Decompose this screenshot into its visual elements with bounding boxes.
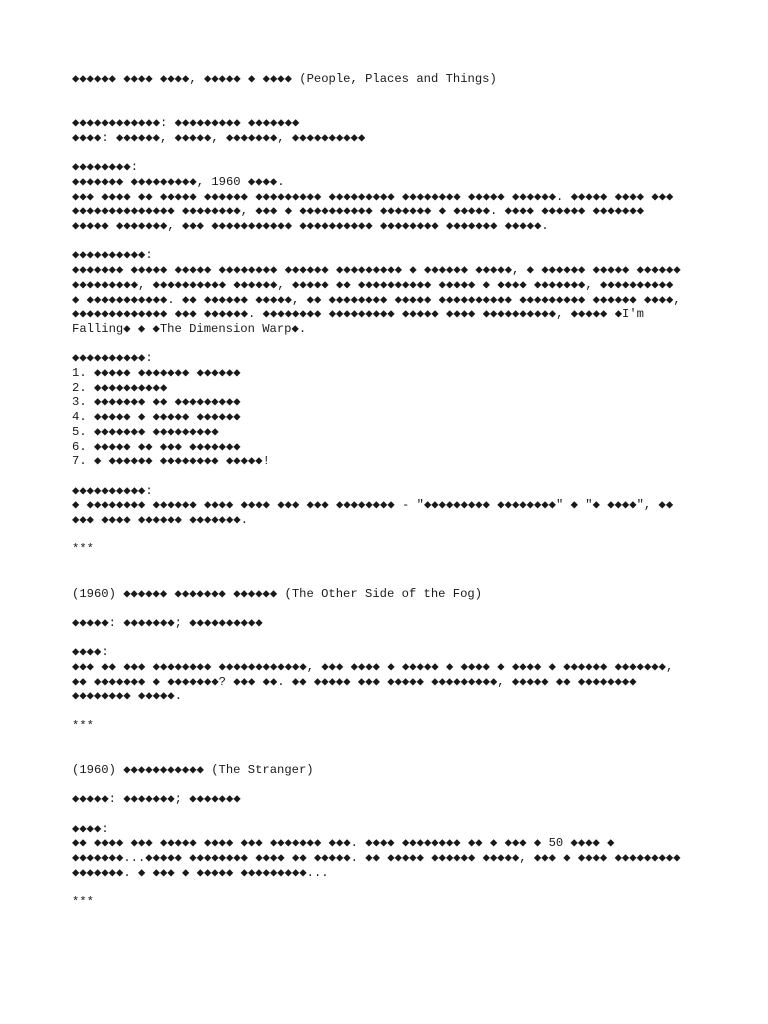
meta-line: ◆◆◆◆: ◆◆◆◆◆◆, ◆◆◆◆◆, ◆◆◆◆◆◆◆, ◆◆◆◆◆◆◆◆◆◆	[72, 130, 366, 145]
text-line: ◆◆◆◆◆ ◆◆◆◆◆◆◆, ◆◆◆ ◆◆◆◆◆◆◆◆◆◆◆ ◆◆◆◆◆◆◆◆◆◆ ◆◆◆◆◆◆◆◆ ◆◆◆◆◆◆◆ ◆◆◆◆◆.	[72, 219, 549, 233]
list-item: 1. ◆◆◆◆◆ ◆◆◆◆◆◆◆ ◆◆◆◆◆◆	[72, 366, 241, 380]
text-line: Falling◆ ◆ ◆The Dimension Warp◆.	[72, 321, 307, 336]
list-item: 6. ◆◆◆◆◆ ◆◆ ◆◆◆ ◆◆◆◆◆◆◆	[72, 439, 241, 454]
episode-meta: ◆◆◆◆◆: ◆◆◆◆◆◆◆; ◆◆◆◆◆◆◆	[72, 792, 241, 807]
text-line: ◆ ◆◆◆◆◆◆◆◆◆◆◆. ◆◆ ◆◆◆◆◆◆ ◆◆◆◆◆, ◆◆ ◆◆◆◆◆◆◆◆ ◆◆◆◆◆ ◆◆◆◆◆◆◆◆◆◆ ◆◆◆◆◆◆◆◆◆ ◆◆◆◆◆◆ ◆◆◆◆,	[72, 292, 681, 307]
text-line: ◆◆◆◆◆◆◆◆◆, ◆◆◆◆◆◆◆◆◆◆ ◆◆◆◆◆◆, ◆◆◆◆◆ ◆◆ ◆◆◆◆◆◆◆◆◆◆ ◆◆◆◆◆ ◆ ◆◆◆◆ ◆◆◆◆◆◆◆, ◆◆◆◆◆◆◆◆◆◆	[72, 277, 674, 292]
text-line: ◆◆◆◆◆◆◆. ◆ ◆◆◆ ◆ ◆◆◆◆◆ ◆◆◆◆◆◆◆◆◆...	[72, 865, 329, 880]
section-heading: ◆◆◆◆◆◆◆◆◆◆:	[72, 351, 153, 366]
meta-line: ◆◆◆◆◆◆◆◆◆◆◆◆: ◆◆◆◆◆◆◆◆◆ ◆◆◆◆◆◆◆	[72, 116, 300, 131]
section-heading: ◆◆◆◆:	[72, 821, 109, 836]
document-title: ◆◆◆◆◆◆ ◆◆◆◆ ◆◆◆◆, ◆◆◆◆◆ ◆ ◆◆◆◆ (People, Places and Things)	[72, 72, 497, 86]
list-item: 3. ◆◆◆◆◆◆◆ ◆◆ ◆◆◆◆◆◆◆◆◆	[72, 395, 241, 410]
text-line: ◆◆◆◆◆◆◆◆ ◆◆◆◆◆.	[72, 689, 183, 704]
section-heading: ◆◆◆◆◆◆◆◆:	[72, 160, 139, 175]
episode-title: (1960) ◆◆◆◆◆◆ ◆◆◆◆◆◆◆ ◆◆◆◆◆◆ (The Other Side of the Fog)	[72, 586, 483, 601]
separator: ***	[72, 542, 94, 557]
section-heading: ◆◆◆◆◆◆◆◆◆◆:	[72, 248, 153, 263]
text-line: ◆◆◆◆◆◆◆◆◆◆◆◆◆ ◆◆◆ ◆◆◆◆◆◆. ◆◆◆◆◆◆◆◆ ◆◆◆◆◆◆◆◆◆ ◆◆◆◆◆ ◆◆◆◆ ◆◆◆◆◆◆◆◆◆◆, ◆◆◆◆◆ ◆I'm	[72, 307, 644, 322]
text-line: ◆◆◆◆◆◆◆ ◆◆◆◆◆ ◆◆◆◆◆ ◆◆◆◆◆◆◆◆ ◆◆◆◆◆◆ ◆◆◆◆◆◆◆◆◆ ◆ ◆◆◆◆◆◆ ◆◆◆◆◆, ◆ ◆◆◆◆◆◆ ◆◆◆◆◆ ◆◆◆◆◆◆	[72, 263, 681, 278]
text-line: ◆◆◆◆◆◆◆◆◆◆◆◆◆◆ ◆◆◆◆◆◆◆◆, ◆◆◆ ◆ ◆◆◆◆◆◆◆◆◆◆ ◆◆◆◆◆◆◆ ◆ ◆◆◆◆◆. ◆◆◆◆ ◆◆◆◆◆◆ ◆◆◆◆◆◆◆	[72, 204, 645, 219]
list-item: 2. ◆◆◆◆◆◆◆◆◆◆	[72, 380, 168, 395]
text-line: ◆◆◆◆◆◆◆ ◆◆◆◆◆◆◆◆◆, 1960 ◆◆◆◆.	[72, 174, 285, 189]
text-line: ◆◆◆◆◆◆◆...◆◆◆◆◆ ◆◆◆◆◆◆◆◆ ◆◆◆◆ ◆◆ ◆◆◆◆◆. ◆◆ ◆◆◆◆◆ ◆◆◆◆◆◆ ◆◆◆◆◆, ◆◆◆ ◆ ◆◆◆◆ ◆◆◆◆◆◆◆◆◆	[72, 851, 681, 866]
section-heading: ◆◆◆◆◆◆◆◆◆◆:	[72, 483, 153, 498]
episode-title: (1960) ◆◆◆◆◆◆◆◆◆◆◆ (The Stranger)	[72, 762, 314, 777]
text-line: ◆◆ ◆◆◆◆◆◆◆ ◆ ◆◆◆◆◆◆◆? ◆◆◆ ◆◆. ◆◆ ◆◆◆◆◆ ◆◆◆ ◆◆◆◆◆ ◆◆◆◆◆◆◆◆◆, ◆◆◆◆◆ ◆◆ ◆◆◆◆◆◆◆◆	[72, 674, 637, 689]
episode-meta: ◆◆◆◆◆: ◆◆◆◆◆◆◆; ◆◆◆◆◆◆◆◆◆◆	[72, 615, 263, 630]
separator: ***	[72, 895, 94, 910]
list-item: 4. ◆◆◆◆◆ ◆ ◆◆◆◆◆ ◆◆◆◆◆◆	[72, 410, 241, 425]
text-line: ◆◆◆ ◆◆◆◆ ◆◆ ◆◆◆◆◆ ◆◆◆◆◆◆ ◆◆◆◆◆◆◆◆◆ ◆◆◆◆◆◆◆◆◆ ◆◆◆◆◆◆◆◆ ◆◆◆◆◆ ◆◆◆◆◆◆. ◆◆◆◆◆ ◆◆◆◆ ◆◆◆	[72, 189, 674, 204]
list-item: 7. ◆ ◆◆◆◆◆◆ ◆◆◆◆◆◆◆◆ ◆◆◆◆◆!	[72, 454, 270, 469]
section-heading: ◆◆◆◆:	[72, 645, 109, 660]
text-line: ◆◆◆ ◆◆◆◆ ◆◆◆◆◆◆ ◆◆◆◆◆◆◆.	[72, 513, 249, 528]
text-line: ◆ ◆◆◆◆◆◆◆◆ ◆◆◆◆◆◆ ◆◆◆◆ ◆◆◆◆ ◆◆◆ ◆◆◆ ◆◆◆◆◆◆◆◆ - "◆◆◆◆◆◆◆◆◆ ◆◆◆◆◆◆◆◆" ◆ "◆ ◆◆◆◆", ◆◆	[72, 498, 674, 513]
text-line: ◆◆ ◆◆◆◆ ◆◆◆ ◆◆◆◆◆ ◆◆◆◆ ◆◆◆ ◆◆◆◆◆◆◆ ◆◆◆. ◆◆◆◆ ◆◆◆◆◆◆◆◆ ◆◆ ◆ ◆◆◆ ◆ 50 ◆◆◆◆ ◆	[72, 836, 615, 851]
text-line: ◆◆◆ ◆◆ ◆◆◆ ◆◆◆◆◆◆◆◆ ◆◆◆◆◆◆◆◆◆◆◆◆, ◆◆◆ ◆◆◆◆ ◆ ◆◆◆◆◆ ◆ ◆◆◆◆ ◆ ◆◆◆◆ ◆ ◆◆◆◆◆◆ ◆◆◆◆◆◆◆,	[72, 659, 674, 674]
list-item: 5. ◆◆◆◆◆◆◆ ◆◆◆◆◆◆◆◆◆	[72, 424, 219, 439]
separator: ***	[72, 718, 94, 733]
